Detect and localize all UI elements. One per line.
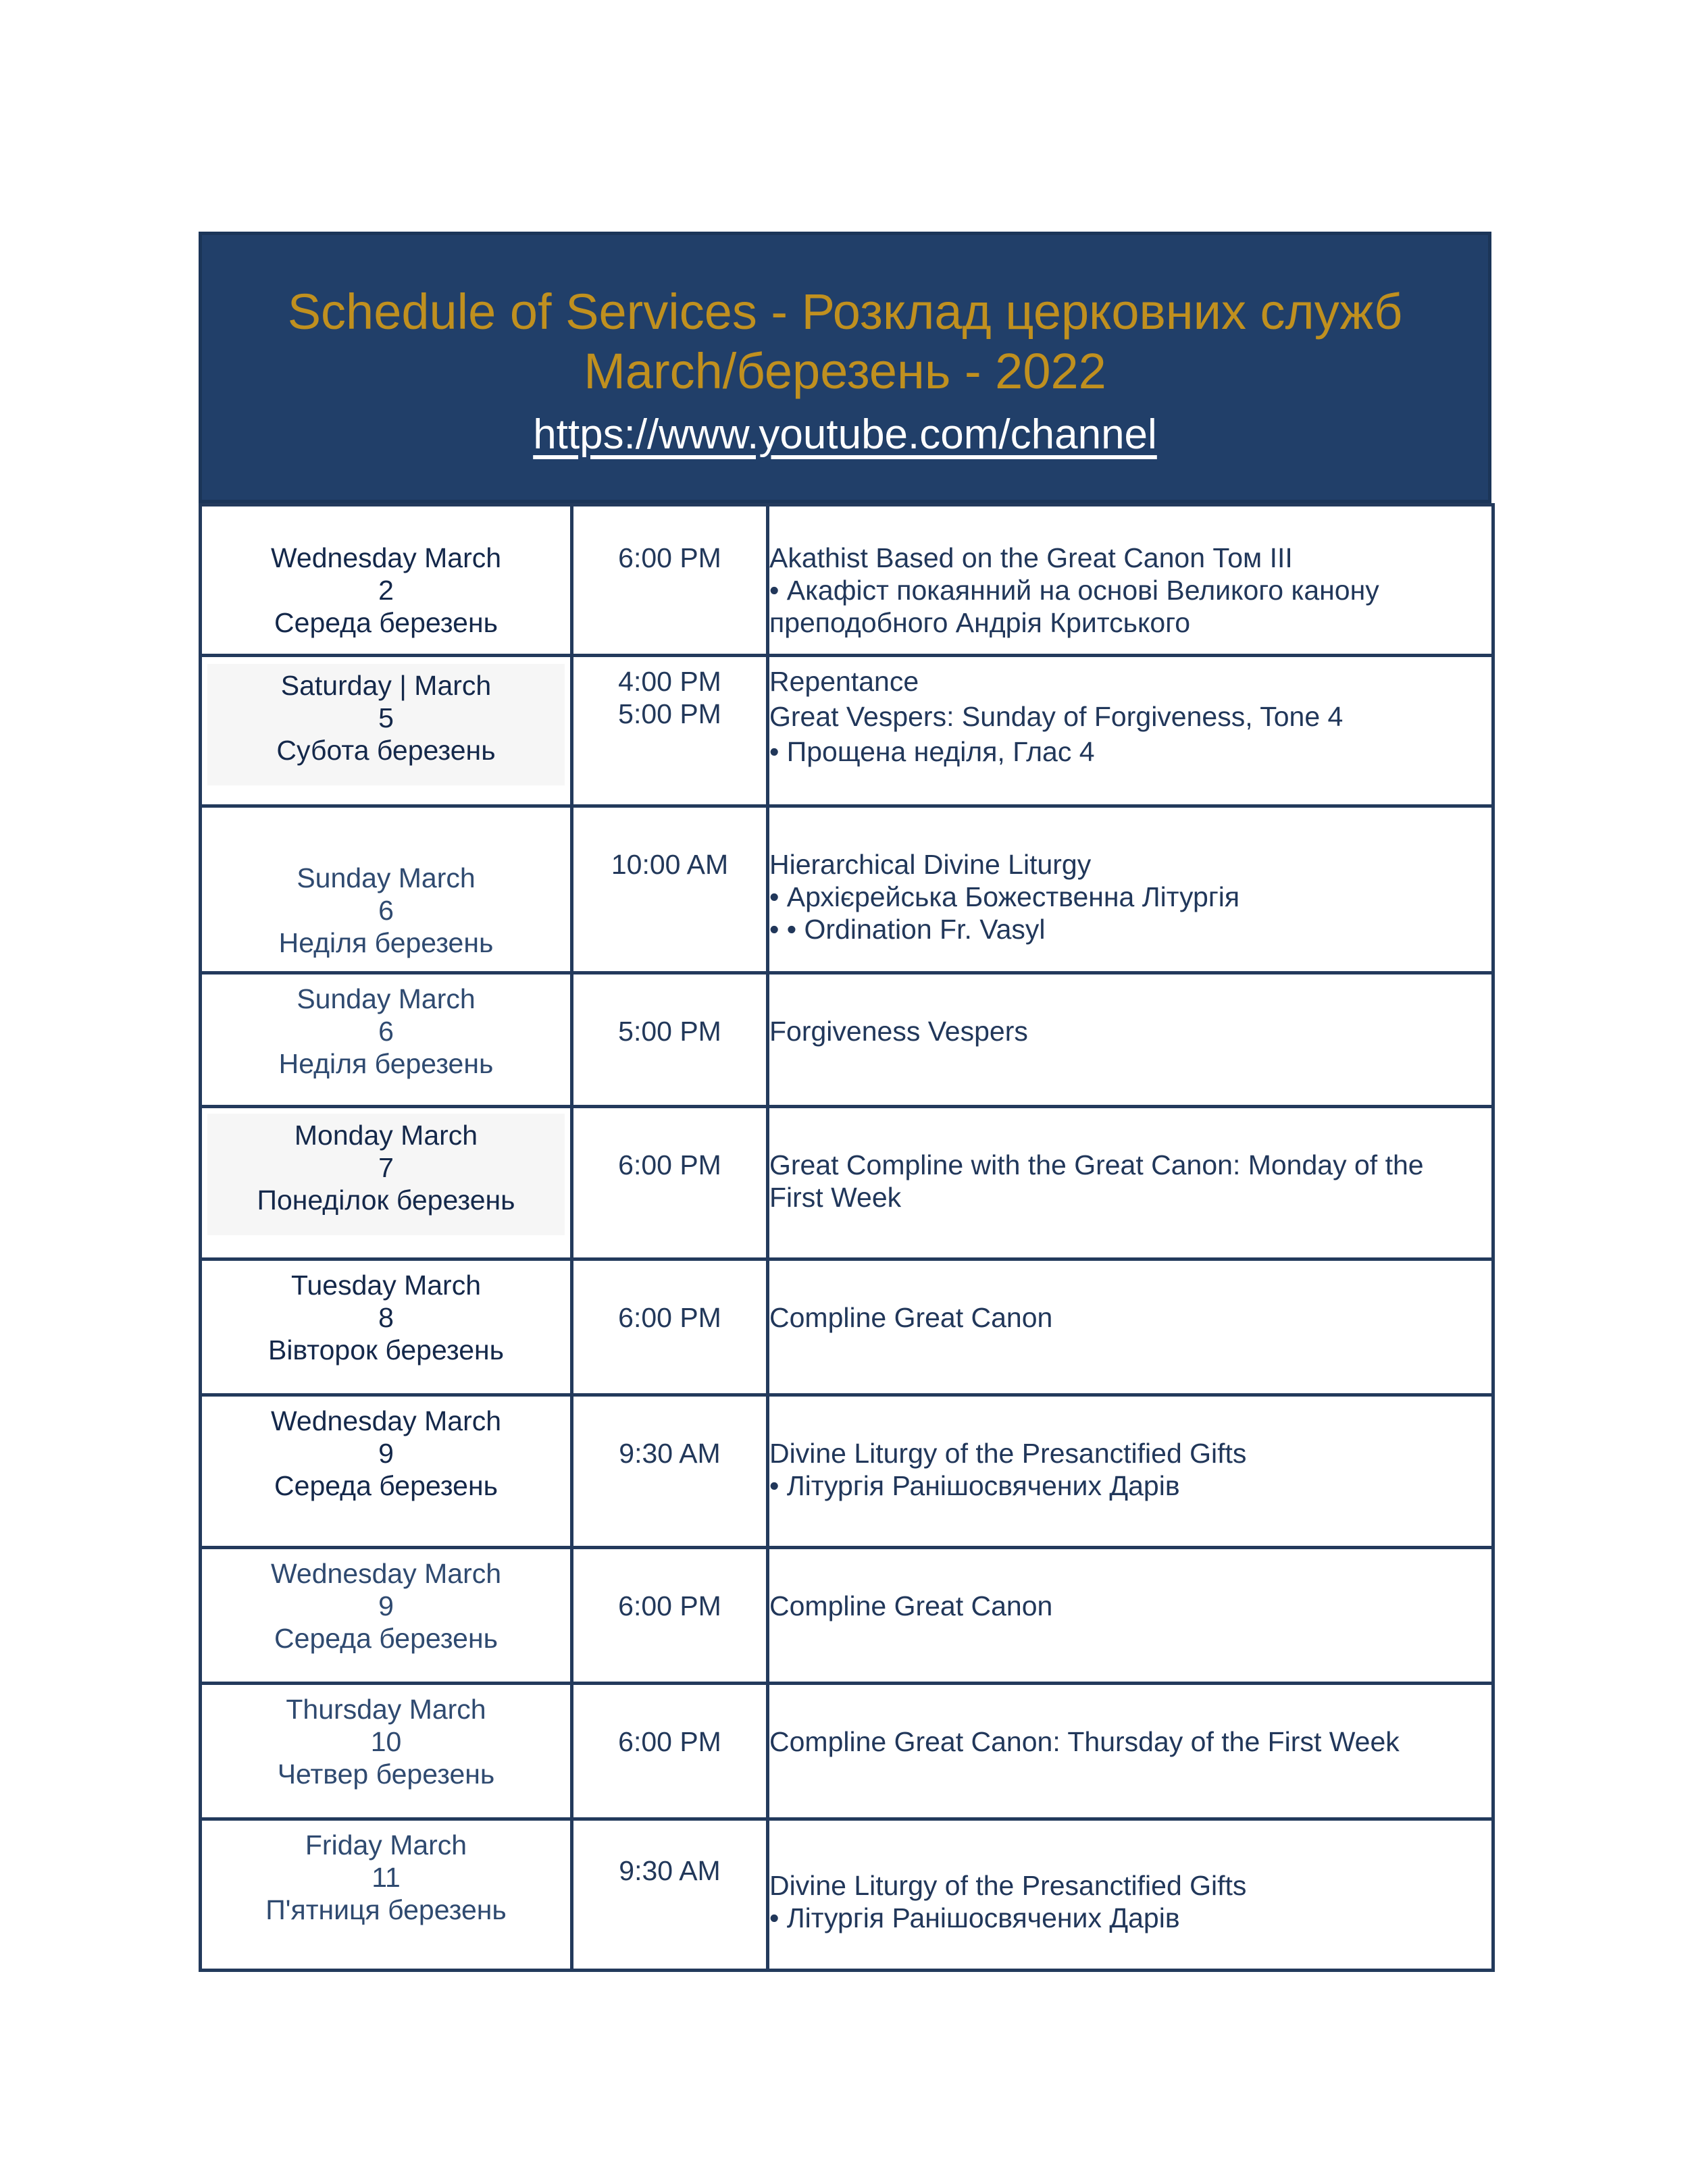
day-name-ua: Середа березень — [274, 607, 498, 638]
service-description-cell — [768, 973, 1493, 1107]
day-name: Saturday | March — [280, 670, 492, 701]
service-time: 6:00 PM — [618, 1302, 721, 1333]
service-time: 6:00 PM — [618, 1590, 721, 1621]
table-row — [201, 973, 1493, 1107]
service-description-cell — [768, 1684, 1493, 1819]
service-time: 9:30 AM — [619, 1855, 721, 1886]
time-cell — [572, 1107, 768, 1259]
day-date: 2 — [378, 575, 394, 606]
schedule-title — [202, 235, 1488, 401]
time-cell — [572, 656, 768, 806]
day-name-ua: Середа березень — [274, 1623, 498, 1654]
service-time: 4:00 PM — [618, 666, 721, 697]
service-time: 5:00 PM — [618, 698, 721, 729]
day-name: Wednesday March — [270, 542, 502, 573]
day-name-ua: Четвер березень — [277, 1759, 495, 1790]
day-name-ua: Вівторок березень — [267, 1334, 505, 1366]
day-name-ua: Неділя березень — [278, 1048, 494, 1079]
service-description-line: Forgiveness Vespers — [769, 1016, 1028, 1047]
day-cell — [201, 1259, 572, 1395]
day-name: Wednesday March — [270, 1558, 502, 1589]
service-description-line: Repentance — [769, 666, 919, 697]
service-description-cell — [768, 1819, 1493, 1971]
day-date: 5 — [378, 702, 394, 733]
day-name: Sunday March — [297, 862, 476, 893]
table-row — [201, 1395, 1493, 1548]
table-row — [201, 1107, 1493, 1259]
day-cell — [201, 806, 572, 973]
service-description-line: Compline Great Canon: Thursday of the First Week — [769, 1726, 1400, 1757]
day-date: 6 — [378, 895, 394, 926]
table-row — [201, 505, 1493, 656]
day-cell — [201, 1684, 572, 1819]
schedule-table — [199, 503, 1495, 1972]
service-time: 6:00 PM — [618, 542, 721, 573]
service-description-line: Hierarchical Divine Liturgy — [769, 849, 1092, 880]
service-description-cell — [768, 1548, 1493, 1684]
service-time: 10:00 AM — [611, 849, 729, 880]
day-cell — [201, 973, 572, 1107]
time-cell — [572, 505, 768, 656]
service-time: 6:00 PM — [618, 1726, 721, 1757]
service-description-cell — [768, 806, 1493, 973]
time-cell — [572, 1548, 768, 1684]
day-name: Sunday March — [297, 983, 476, 1014]
service-description-cell — [768, 656, 1493, 806]
day-name: Friday March — [305, 1829, 467, 1861]
time-cell — [572, 973, 768, 1107]
service-description-cell — [768, 1259, 1493, 1395]
time-cell — [572, 1684, 768, 1819]
service-time: 6:00 PM — [618, 1149, 721, 1180]
service-description-cell — [768, 1107, 1493, 1259]
table-row — [201, 656, 1493, 806]
service-description-line: Compline Great Canon — [769, 1590, 1053, 1621]
service-description-line: • Літургія Ранішосвячених Дарів — [769, 1902, 1180, 1933]
service-description-line: • Архієрейська Божественна Літургія — [769, 881, 1240, 912]
schedule-header — [199, 232, 1491, 503]
day-name-ua: Неділя березень — [278, 927, 494, 958]
service-description-line: • Літургія Ранішосвячених Дарів — [769, 1470, 1180, 1501]
day-cell — [201, 1395, 572, 1548]
service-description-line: Divine Liturgy of the Presanctified Gifts — [769, 1438, 1247, 1469]
table-row — [201, 806, 1493, 973]
day-date: 10 — [370, 1726, 402, 1757]
table-row — [201, 1259, 1493, 1395]
service-time: 9:30 AM — [619, 1438, 721, 1469]
title-line-1: Schedule of Services - Розклад церковних служб — [287, 284, 1403, 340]
table-row — [201, 1684, 1493, 1819]
service-description-line: First Week — [769, 1182, 902, 1213]
day-name-ua: П'ятниця березень — [265, 1894, 507, 1925]
day-name: Monday March — [294, 1120, 478, 1151]
service-description-line: Great Vespers: Sunday of Forgiveness, Tone 4 — [769, 701, 1344, 732]
day-date: 9 — [378, 1590, 394, 1621]
service-description-line: Akathist Based on the Great Canon Том III — [769, 542, 1293, 573]
service-description-line: • Прощена неділя, Глас 4 — [769, 736, 1095, 767]
youtube-channel-link[interactable]: https://www.youtube.com/channel — [533, 411, 1157, 458]
day-date: 9 — [378, 1438, 394, 1469]
service-description-cell — [768, 1395, 1493, 1548]
day-name-ua: Середа березень — [274, 1470, 498, 1501]
day-name: Tuesday March — [290, 1270, 482, 1301]
day-cell — [201, 656, 572, 806]
service-description-line: Great Compline with the Great Canon: Monday of the — [769, 1149, 1424, 1180]
table-row — [201, 1819, 1493, 1971]
day-date: 7 — [378, 1152, 394, 1183]
day-cell — [201, 1548, 572, 1684]
day-cell — [201, 505, 572, 656]
service-description-cell — [768, 505, 1493, 656]
time-cell — [572, 1819, 768, 1971]
day-date: 8 — [378, 1302, 394, 1333]
day-name: Thursday March — [286, 1694, 486, 1725]
title-line-2: March/березень - 2022 — [584, 343, 1106, 399]
service-description-line: • Акафіст покаянний на основі Великого канону — [769, 575, 1379, 606]
service-description-line: Divine Liturgy of the Presanctified Gifts — [769, 1870, 1247, 1901]
time-cell — [572, 806, 768, 973]
service-time: 5:00 PM — [618, 1016, 721, 1047]
day-date: 6 — [378, 1016, 394, 1047]
service-description-line: • • Ordination Fr. Vasyl — [769, 914, 1046, 945]
day-cell — [201, 1107, 572, 1259]
day-name: Wednesday March — [270, 1405, 502, 1436]
time-cell — [572, 1395, 768, 1548]
day-name-ua: Субота березень — [276, 735, 496, 766]
service-description-line: преподобного Андрія Критського — [769, 607, 1191, 638]
table-row — [201, 1548, 1493, 1684]
day-name-ua: Понеділок березень — [257, 1185, 515, 1216]
day-date: 11 — [372, 1862, 401, 1893]
day-cell — [201, 1819, 572, 1971]
service-description-line: Compline Great Canon — [769, 1302, 1053, 1333]
schedule-sheet — [199, 232, 1491, 1972]
time-cell — [572, 1259, 768, 1395]
